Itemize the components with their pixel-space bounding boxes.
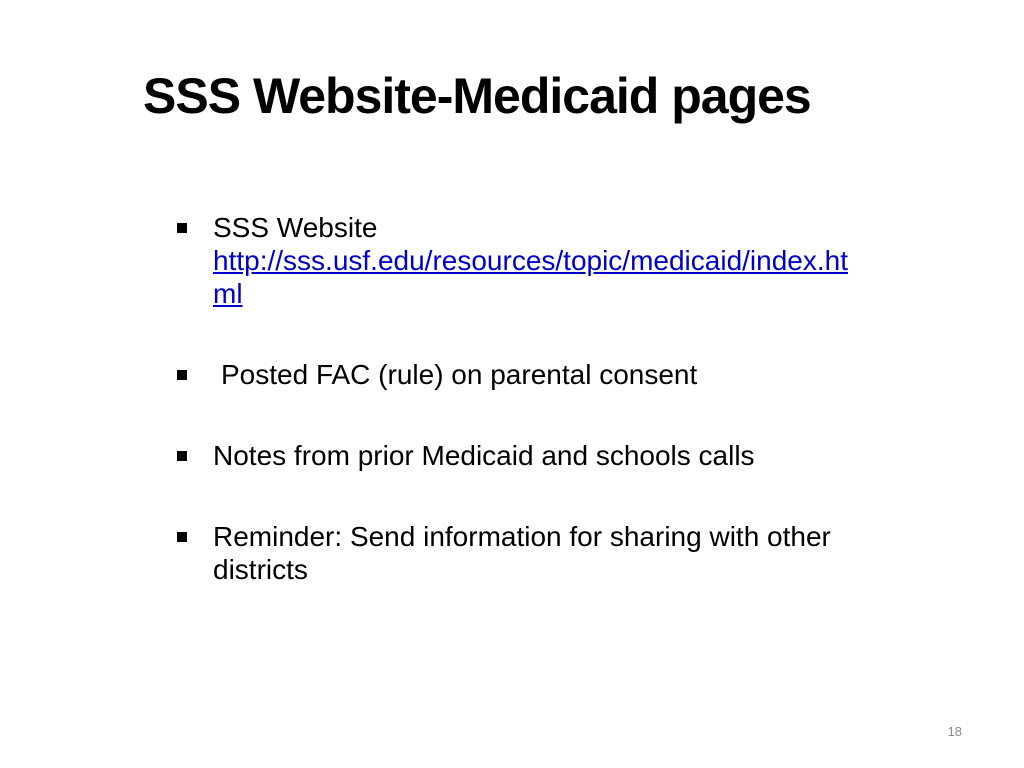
medicaid-page-link[interactable]: http://sss.usf.edu/resources/topic/medicaid/index.html [213, 245, 848, 309]
square-bullet-icon [177, 370, 187, 380]
square-bullet-icon [177, 532, 187, 542]
bullet-item-reminder [175, 520, 875, 586]
slide-title: SSS Website-Medicaid pages [143, 68, 811, 124]
bullet-item-sss-website [175, 211, 875, 310]
bullet-item-posted-fac [175, 358, 875, 391]
square-bullet-icon [177, 223, 187, 233]
square-bullet-icon [177, 451, 187, 461]
bullet-item-notes [175, 439, 875, 472]
bullet-text: Reminder: Send information for sharing with other districts [213, 521, 831, 585]
bullet-text: Notes from prior Medicaid and schools calls [213, 440, 755, 471]
bullet-list [175, 211, 875, 586]
bullet-text: SSS Website [213, 212, 378, 243]
page-number: 18 [947, 724, 962, 739]
bullet-text: Posted FAC (rule) on parental consent [221, 359, 698, 390]
